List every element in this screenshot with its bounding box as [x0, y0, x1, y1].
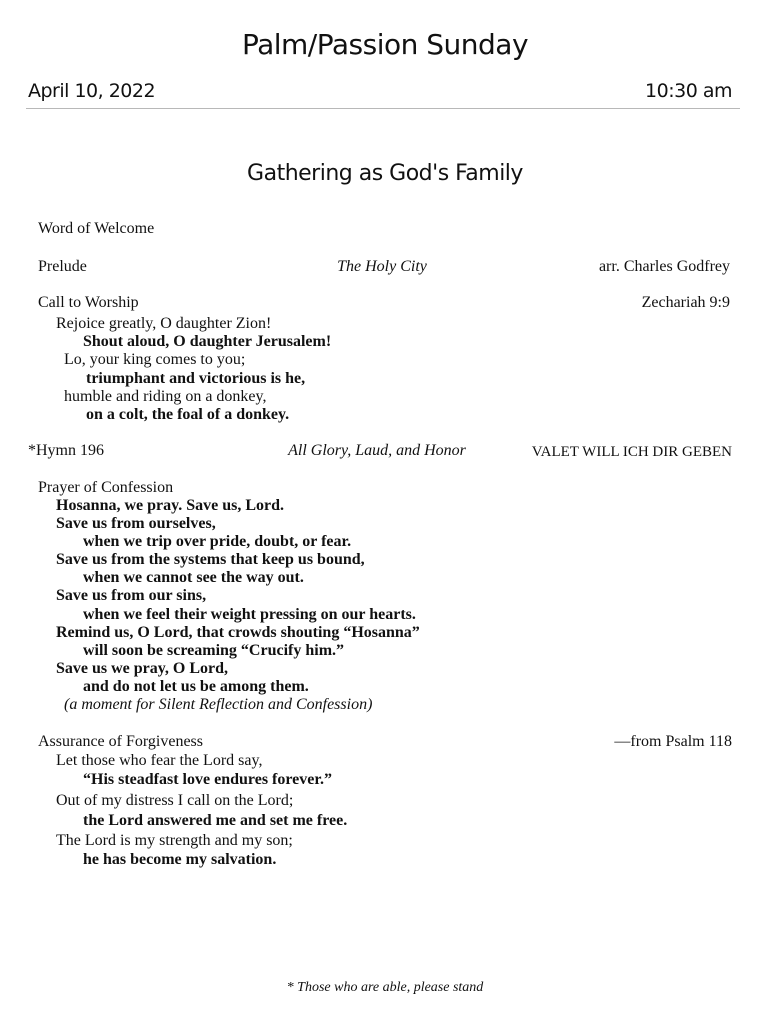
hymn-title: All Glory, Laud, and Honor	[288, 442, 466, 459]
welcome-label: Word of Welcome	[38, 220, 155, 237]
confession-line: Save us from our sins,	[56, 587, 207, 604]
call-to-worship-reference: Zechariah 9:9	[641, 294, 730, 311]
assurance-line-people: “His steadfast love endures forever.”	[83, 771, 333, 788]
confession-line: Save us we pray, O Lord,	[56, 660, 229, 677]
hymn-label: *Hymn 196	[28, 442, 104, 459]
service-date: April 10, 2022	[28, 80, 156, 102]
call-line-leader: Lo, your king comes to you;	[64, 351, 246, 368]
assurance-line-leader: Let those who fear the Lord say,	[56, 752, 263, 769]
standing-note: * Those who are able, please stand	[286, 980, 484, 995]
assurance-line-leader: The Lord is my strength and my son;	[56, 832, 293, 849]
call-to-worship-label: Call to Worship	[38, 294, 139, 311]
confession-line: when we feel their weight pressing on our hearts.	[83, 606, 416, 623]
call-line-people: on a colt, the foal of a donkey.	[86, 406, 290, 423]
confession-line: Hosanna, we pray. Save us, Lord.	[56, 497, 285, 514]
confession-line: when we trip over pride, doubt, or fear.	[83, 533, 352, 550]
section-title: Gathering as God's Family	[247, 161, 523, 186]
assurance-reference: —from Psalm 118	[614, 733, 732, 750]
call-line-people: triumphant and victorious is he,	[86, 370, 306, 387]
confession-line: Save us from ourselves,	[56, 515, 216, 532]
silent-reflection-note: (a moment for Silent Reflection and Confession)	[64, 696, 373, 713]
call-line-leader: humble and riding on a donkey,	[64, 388, 267, 405]
service-time: 10:30 am	[645, 80, 732, 102]
call-line-leader: Rejoice greatly, O daughter Zion!	[56, 315, 272, 332]
assurance-line-people: he has become my salvation.	[83, 851, 277, 868]
page-title: Palm/Passion Sunday	[241, 28, 529, 61]
call-line-people: Shout aloud, O daughter Jerusalem!	[83, 333, 332, 350]
confession-line: Remind us, O Lord, that crowds shouting “Hosanna”	[56, 624, 420, 641]
assurance-line-leader: Out of my distress I call on the Lord;	[56, 792, 294, 809]
assurance-line-people: the Lord answered me and set me free.	[83, 812, 348, 829]
confession-label: Prayer of Confession	[38, 479, 174, 496]
hymn-tune: VALET WILL ICH DIR GEBEN	[531, 444, 732, 460]
prelude-label: Prelude	[38, 258, 87, 275]
prelude-title: The Holy City	[337, 258, 427, 275]
confession-line: and do not let us be among them.	[83, 678, 309, 695]
assurance-label: Assurance of Forgiveness	[38, 733, 204, 750]
confession-line: when we cannot see the way out.	[83, 569, 304, 586]
prelude-credit: arr. Charles Godfrey	[598, 258, 730, 275]
confession-line: will soon be screaming “Crucify him.”	[83, 642, 345, 659]
header-divider	[26, 108, 740, 109]
confession-line: Save us from the systems that keep us bound,	[56, 551, 365, 568]
